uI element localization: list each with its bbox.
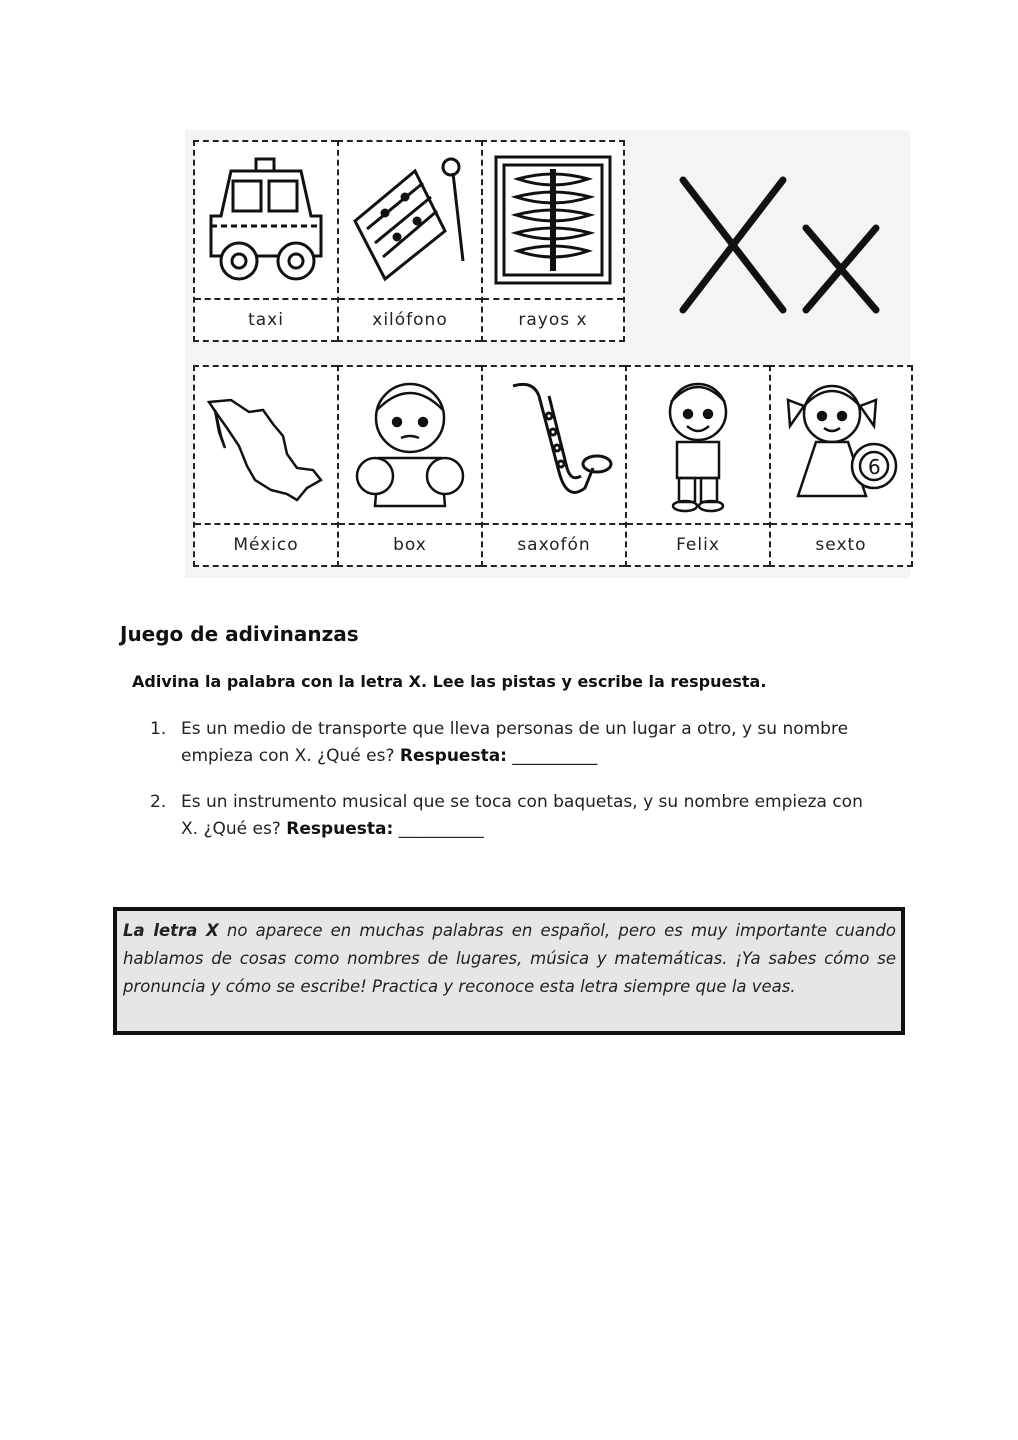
flashcard-row-2	[193, 365, 913, 567]
riddle-text: Es un medio de transporte que lleva personas de un lugar a otro, y su nombre empieza con X. ¿Qué es?	[181, 719, 849, 766]
note-box	[113, 907, 905, 1035]
mexico-map-icon	[201, 376, 331, 514]
taxi-icon	[201, 151, 331, 289]
card-mexico	[193, 365, 337, 567]
riddle-list	[150, 716, 880, 862]
instructions: Adivina la palabra con la letra X. Lee las pistas y escribe la respuesta.	[132, 672, 767, 691]
card-label: rayos x	[483, 298, 623, 340]
answer-blank: __________	[398, 819, 484, 839]
boxer-icon	[345, 376, 475, 514]
big-letter-x	[668, 170, 898, 320]
card-rayos-x	[481, 140, 625, 342]
saxophone-icon	[489, 376, 619, 514]
riddle-text: Es un instrumento musical que se toca con baquetas, y su nombre empieza con X. ¿Qué es?	[181, 792, 863, 839]
card-label: box	[339, 523, 481, 565]
girl-icon	[776, 376, 906, 514]
card-label: saxofón	[483, 523, 625, 565]
card-label: taxi	[195, 298, 337, 340]
flashcard-row-1	[193, 140, 625, 342]
card-label: xilófono	[339, 298, 481, 340]
card-label: México	[195, 523, 337, 565]
card-saxofon	[481, 365, 625, 567]
xylophone-icon	[345, 151, 475, 289]
card-sexto	[769, 365, 913, 567]
riddle-item	[150, 789, 880, 843]
svg-text:6: 6	[868, 455, 881, 479]
riddle-item	[150, 716, 880, 770]
card-felix	[625, 365, 769, 567]
answer-blank: __________	[512, 746, 598, 766]
note-body: no aparece en muchas palabras en español, pero es muy importante cuando hablamos de cosas como nombres de lugares, música y matemáticas. ¡Ya sabes cómo se pronuncia y cómo se escribe! Practica y reconoce esta letra siempre que la veas.	[123, 921, 896, 996]
xray-icon	[488, 151, 618, 289]
answer-label: Respuesta:	[399, 746, 507, 766]
boy-icon	[633, 376, 763, 514]
card-box	[337, 365, 481, 567]
note-lead: La letra X	[123, 921, 219, 940]
card-taxi	[193, 140, 337, 342]
answer-label: Respuesta:	[286, 819, 394, 839]
card-label: Felix	[627, 523, 769, 565]
section-title: Juego de adivinanzas	[120, 622, 359, 646]
card-label: sexto	[771, 523, 911, 565]
card-xilofono	[337, 140, 481, 342]
riddle-number: 2.	[150, 792, 167, 812]
riddle-number: 1.	[150, 719, 167, 739]
